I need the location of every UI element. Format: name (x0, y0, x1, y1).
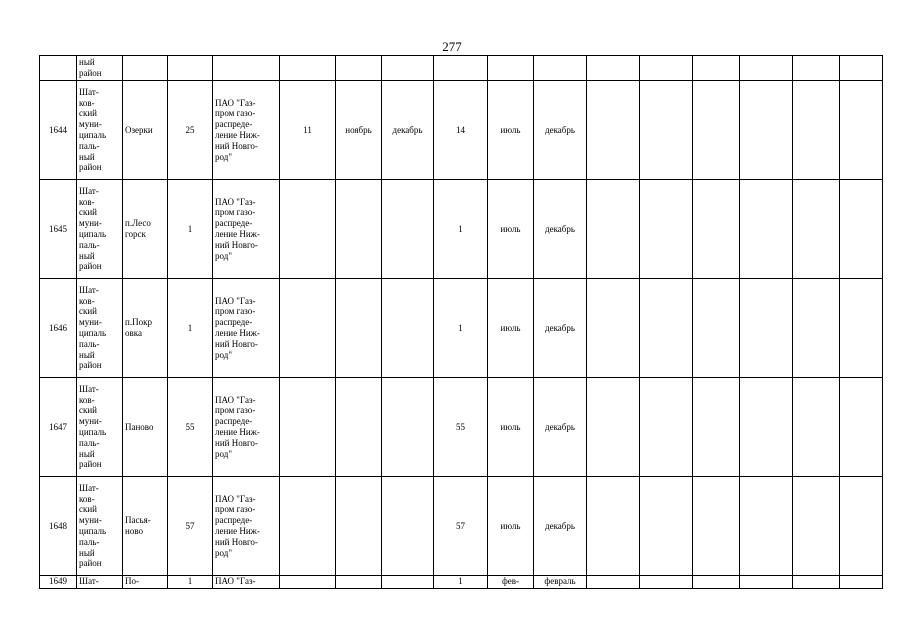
locality-cell (123, 477, 168, 576)
end-month2-cell (534, 378, 587, 477)
organization-text: ПАО "Газ- пром газо- распреде- ление Ниж- ний Новго- род" (215, 493, 260, 558)
empty-cell (793, 378, 840, 477)
start-month2-cell (488, 477, 534, 576)
organization-text: ПАО "Газ- пром газо- распреде- ление Ниж- ний Новго- род" (215, 295, 260, 360)
district-cell (77, 576, 123, 589)
quantity-cell (168, 279, 213, 378)
organization-text: ПАО "Газ- пром газо- распреде- ление Ниж- ний Новго- род" (215, 394, 260, 459)
start-month2: июль (500, 421, 521, 432)
start-month2-cell (488, 180, 534, 279)
district-text: Шат- ков- ский муни- ципаль паль- ный район (79, 482, 107, 569)
start-month2-cell (488, 378, 534, 477)
row-number-cell (40, 180, 77, 279)
row-number: 1645 (49, 223, 67, 234)
locality-text: п.Покр овка (125, 317, 152, 338)
end-month2: февраль (544, 576, 576, 586)
quantity2-cell (434, 576, 488, 589)
quantity2-value: 14 (456, 124, 465, 135)
end-month-cell (382, 279, 434, 378)
end-month-cell (382, 81, 434, 180)
locality-text: Паново (125, 421, 154, 432)
quantity2-value: 55 (456, 421, 465, 432)
start-month-cell (336, 81, 382, 180)
start-month2: июль (500, 520, 521, 531)
table-row (40, 378, 883, 477)
start-month2-cell (488, 279, 534, 378)
empty-cell (693, 576, 740, 589)
quantity2-value: 1 (458, 223, 463, 234)
empty-cell (640, 279, 693, 378)
end-month2: декабрь (545, 223, 575, 234)
empty-cell (640, 378, 693, 477)
empty-cell (693, 378, 740, 477)
empty-cell (587, 378, 640, 477)
empty-cell (640, 180, 693, 279)
empty-cell (793, 576, 840, 589)
quantity2-cell (434, 81, 488, 180)
quantity-value: 1 (187, 322, 193, 333)
quantity2-value: 57 (456, 520, 465, 531)
page-number: 277 (442, 39, 462, 54)
district-text: Шат- ков- ский муни- ципаль паль- ный район (79, 284, 107, 371)
empty-cell (793, 81, 840, 180)
count-cell (280, 81, 336, 180)
start-month2: фев- (501, 576, 520, 586)
district-text: Шат- ков- ский муни- ципаль паль- ный район (79, 86, 107, 173)
end-month-cell (382, 180, 434, 279)
empty-cell (587, 576, 640, 589)
empty-cell (740, 576, 793, 589)
row-number-cell (40, 56, 77, 81)
table-row (40, 576, 883, 589)
row-number: 1649 (49, 576, 67, 586)
empty-cell (587, 279, 640, 378)
district-text: Шат- ков- ский муни- ципаль паль- ный район (79, 185, 107, 272)
locality-text: По- (125, 576, 139, 586)
empty-cell (587, 81, 640, 180)
quantity2-cell (434, 378, 488, 477)
empty-cell (693, 81, 740, 180)
quantity-value: 25 (185, 124, 195, 135)
empty-cell (840, 378, 883, 477)
row-number: 1647 (49, 421, 67, 432)
count-cell (280, 180, 336, 279)
quantity2-cell (434, 180, 488, 279)
end-month-cell (382, 378, 434, 477)
end-month-cell (382, 576, 434, 589)
end-month2-cell (534, 81, 587, 180)
row-number-cell (40, 378, 77, 477)
quantity2-cell (434, 279, 488, 378)
empty-cell (587, 477, 640, 576)
table-row (40, 81, 883, 180)
district-cell (77, 56, 123, 81)
organization-cell (213, 576, 280, 589)
quantity2-value: 1 (458, 322, 463, 333)
count-cell (280, 378, 336, 477)
empty-cell (840, 81, 883, 180)
start-month-cell (336, 180, 382, 279)
table-row (40, 477, 883, 576)
empty-cell (740, 477, 793, 576)
end-month2-cell (534, 180, 587, 279)
quantity-cell (168, 477, 213, 576)
empty-cell (840, 477, 883, 576)
district-text: ный район (79, 57, 102, 78)
row-number: 1646 (49, 322, 67, 333)
quantity-cell (168, 378, 213, 477)
organization-cell (213, 378, 280, 477)
end-month-cell (382, 477, 434, 576)
locality-text: Озерки (125, 124, 153, 135)
locality-cell (123, 180, 168, 279)
quantity-cell (168, 180, 213, 279)
organization-text: ПАО "Газ- пром газо- распреде- ление Ниж- ний Новго- род" (215, 97, 260, 162)
empty-cell (793, 477, 840, 576)
organization-text: ПАО "Газ- пром газо- распреде- ление Ниж- ний Новго- род" (215, 196, 260, 261)
table-row (40, 180, 883, 279)
empty-cell (587, 180, 640, 279)
organization-cell (213, 81, 280, 180)
table-row (40, 56, 883, 81)
empty-cell (740, 81, 793, 180)
quantity2-value: 1 (458, 576, 463, 586)
organization-cell (213, 279, 280, 378)
organization-text: ПАО "Газ- (215, 576, 256, 586)
row-number-cell (40, 81, 77, 180)
start-month2: июль (500, 223, 521, 234)
district-cell (77, 378, 123, 477)
empty-cell (640, 576, 693, 589)
organization-cell (213, 180, 280, 279)
locality-cell (123, 576, 168, 589)
district-cell (77, 279, 123, 378)
start-month-cell (336, 279, 382, 378)
quantity2-cell (434, 477, 488, 576)
locality-text: п.Лесо горск (125, 218, 151, 239)
start-month-cell (336, 576, 382, 589)
empty-cell (840, 180, 883, 279)
district-text: Шат- (79, 576, 99, 586)
empty-cell (793, 180, 840, 279)
count-cell (280, 279, 336, 378)
quantity-cell (168, 576, 213, 589)
schedule-table (39, 55, 883, 589)
empty-cell (840, 576, 883, 589)
quantity-value: 55 (185, 421, 195, 432)
start-month: ноябрь (345, 124, 372, 135)
row-number: 1648 (49, 520, 67, 531)
locality-cell (123, 81, 168, 180)
count-cell (280, 477, 336, 576)
start-month-cell (336, 378, 382, 477)
organization-cell (213, 477, 280, 576)
row-number-cell (40, 576, 77, 589)
quantity-value: 1 (187, 223, 193, 234)
district-cell (77, 477, 123, 576)
end-month2: декабрь (545, 520, 575, 531)
start-month2: июль (500, 124, 521, 135)
district-text: Шат- ков- ский муни- ципаль паль- ный район (79, 383, 107, 470)
row-number-cell (40, 477, 77, 576)
empty-cell (693, 279, 740, 378)
start-month2-cell (488, 576, 534, 589)
start-month2: июль (500, 322, 521, 333)
start-month2-cell (488, 81, 534, 180)
count-value: 11 (303, 124, 312, 135)
empty-cell (640, 477, 693, 576)
quantity-cell (168, 81, 213, 180)
row-number-cell (40, 279, 77, 378)
locality-cell (123, 279, 168, 378)
empty-cell (693, 180, 740, 279)
start-month-cell (336, 477, 382, 576)
empty-cell (740, 378, 793, 477)
empty-cell (693, 477, 740, 576)
end-month2: декабрь (545, 124, 575, 135)
table-row (40, 279, 883, 378)
district-cell (77, 180, 123, 279)
empty-cell (740, 279, 793, 378)
row-number: 1644 (49, 124, 67, 135)
count-cell (280, 576, 336, 589)
end-month: декабрь (392, 124, 423, 135)
end-month2-cell (534, 477, 587, 576)
empty-cell (793, 279, 840, 378)
end-month2: декабрь (545, 421, 575, 432)
end-month2-cell (534, 576, 587, 589)
end-month2: декабрь (545, 322, 575, 333)
end-month2-cell (534, 279, 587, 378)
district-cell (77, 81, 123, 180)
locality-cell (123, 378, 168, 477)
quantity-value: 1 (187, 576, 193, 586)
locality-text: Пасья- ново (125, 515, 151, 536)
empty-cell (740, 180, 793, 279)
empty-cell (840, 279, 883, 378)
empty-cell (640, 81, 693, 180)
quantity-value: 57 (185, 520, 195, 531)
